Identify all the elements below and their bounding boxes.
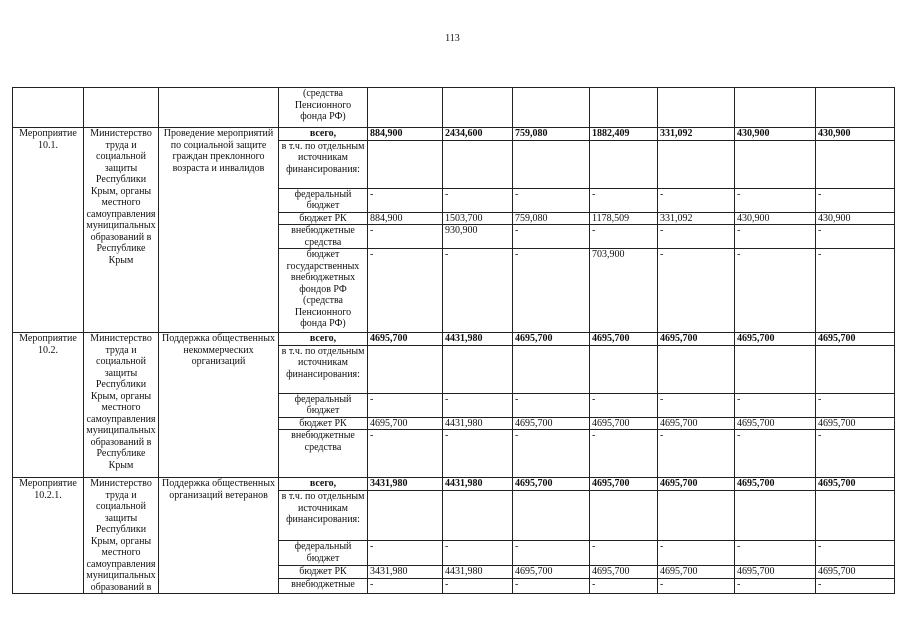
source-cell: федеральный бюджет <box>279 188 368 212</box>
value-cell: 4695,700 <box>658 333 735 346</box>
value-cell: - <box>735 393 816 417</box>
value-cell: - <box>368 579 443 594</box>
value-cell: - <box>368 541 443 566</box>
value-cell: 4695,700 <box>816 417 895 430</box>
value-cell: - <box>816 393 895 417</box>
value-cell <box>816 345 895 393</box>
value-cell: 4695,700 <box>658 566 735 579</box>
value-cell: - <box>590 430 658 478</box>
value-cell: - <box>513 579 590 594</box>
source-cell: бюджет РК <box>279 566 368 579</box>
value-cell <box>735 345 816 393</box>
value-cell <box>443 491 513 541</box>
value-cell <box>513 140 590 188</box>
measure-name-cell <box>159 88 279 128</box>
source-cell: в т.ч. по отдельным источникам финансирования: <box>279 491 368 541</box>
source-cell: всего, <box>279 478 368 491</box>
value-cell: 4695,700 <box>816 333 895 346</box>
executor-cell: Министерство труда и социальной защиты Республики Крым, органы местного самоуправления муниципальных образований в Республике Крым <box>84 128 159 333</box>
value-cell: 4695,700 <box>816 478 895 491</box>
funding-table <box>12 87 895 594</box>
value-cell: 430,900 <box>735 212 816 225</box>
value-cell: 4695,700 <box>658 417 735 430</box>
table-row <box>13 478 895 491</box>
value-cell <box>513 345 590 393</box>
value-cell: - <box>368 188 443 212</box>
value-cell: - <box>816 249 895 333</box>
value-cell: - <box>513 541 590 566</box>
value-cell: 4695,700 <box>735 333 816 346</box>
value-cell: - <box>590 393 658 417</box>
value-cell: - <box>513 225 590 249</box>
source-cell: бюджет РК <box>279 212 368 225</box>
value-cell: - <box>368 225 443 249</box>
value-cell: 4695,700 <box>816 566 895 579</box>
value-cell <box>816 491 895 541</box>
value-cell: 930,900 <box>443 225 513 249</box>
source-cell: внебюджетные <box>279 579 368 594</box>
value-cell: - <box>735 541 816 566</box>
source-cell: всего, <box>279 128 368 141</box>
value-cell <box>513 88 590 128</box>
value-cell <box>816 140 895 188</box>
page-number: 113 <box>445 33 460 44</box>
value-cell <box>590 345 658 393</box>
value-cell: 331,092 <box>658 128 735 141</box>
value-cell <box>368 345 443 393</box>
value-cell: - <box>443 188 513 212</box>
value-cell: - <box>658 393 735 417</box>
value-cell: 1503,700 <box>443 212 513 225</box>
value-cell: - <box>735 225 816 249</box>
source-cell: федеральный бюджет <box>279 393 368 417</box>
table-row <box>13 333 895 346</box>
value-cell: 4431,980 <box>443 566 513 579</box>
measure-id-cell: Мероприятие 10.1. <box>13 128 84 333</box>
value-cell: - <box>735 430 816 478</box>
value-cell: 4695,700 <box>513 333 590 346</box>
value-cell: 4695,700 <box>590 417 658 430</box>
value-cell: - <box>816 579 895 594</box>
value-cell: - <box>735 188 816 212</box>
value-cell: 4695,700 <box>368 333 443 346</box>
source-cell: федеральный бюджет <box>279 541 368 566</box>
source-cell: в т.ч. по отдельным источникам финансирования: <box>279 345 368 393</box>
value-cell <box>735 88 816 128</box>
value-cell: - <box>735 579 816 594</box>
value-cell: 759,080 <box>513 128 590 141</box>
value-cell: - <box>513 393 590 417</box>
value-cell: - <box>513 188 590 212</box>
value-cell: 430,900 <box>816 128 895 141</box>
source-cell: в т.ч. по отдельным источникам финансирования: <box>279 140 368 188</box>
value-cell: 4695,700 <box>513 566 590 579</box>
measure-name-cell: Поддержка общественных организаций ветеранов <box>159 478 279 594</box>
value-cell: 4695,700 <box>735 566 816 579</box>
value-cell <box>590 140 658 188</box>
measure-id-cell: Мероприятие 10.2.1. <box>13 478 84 594</box>
value-cell: 884,900 <box>368 128 443 141</box>
table-row <box>13 88 895 128</box>
value-cell: - <box>658 579 735 594</box>
value-cell: - <box>658 225 735 249</box>
value-cell: 4695,700 <box>368 417 443 430</box>
executor-cell: Министерство труда и социальной защиты Республики Крым, органы местного самоуправления муниципальных образований в <box>84 478 159 594</box>
value-cell <box>735 140 816 188</box>
value-cell: 3431,980 <box>368 478 443 491</box>
value-cell: - <box>443 393 513 417</box>
value-cell: 4695,700 <box>735 478 816 491</box>
value-cell: - <box>590 225 658 249</box>
measure-name-cell: Поддержка общественных некоммерческих организаций <box>159 333 279 478</box>
source-cell: внебюджетные средства <box>279 225 368 249</box>
value-cell: 2434,600 <box>443 128 513 141</box>
value-cell: - <box>590 579 658 594</box>
value-cell: 4431,980 <box>443 417 513 430</box>
value-cell <box>443 140 513 188</box>
value-cell: 4695,700 <box>658 478 735 491</box>
value-cell: - <box>368 430 443 478</box>
measure-id-cell <box>13 88 84 128</box>
value-cell: 4695,700 <box>590 478 658 491</box>
value-cell: 4695,700 <box>735 417 816 430</box>
executor-cell: Министерство труда и социальной защиты Республики Крым, органы местного самоуправления муниципальных образований в Республике Крым <box>84 333 159 478</box>
value-cell: - <box>590 541 658 566</box>
table-row <box>13 128 895 141</box>
value-cell <box>443 345 513 393</box>
value-cell <box>590 88 658 128</box>
value-cell: 331,092 <box>658 212 735 225</box>
value-cell: 4695,700 <box>513 417 590 430</box>
value-cell <box>443 88 513 128</box>
source-cell: внебюджетные средства <box>279 430 368 478</box>
value-cell: 884,900 <box>368 212 443 225</box>
value-cell: - <box>816 541 895 566</box>
value-cell: 3431,980 <box>368 566 443 579</box>
value-cell: - <box>443 541 513 566</box>
measure-name-cell: Проведение мероприятий по социальной защите граждан преклонного возраста и инвалидов <box>159 128 279 333</box>
source-cell: бюджет государственных внебюджетных фондов РФ (средства Пенсионного фонда РФ) <box>279 249 368 333</box>
executor-cell <box>84 88 159 128</box>
value-cell <box>590 491 658 541</box>
value-cell: 4431,980 <box>443 333 513 346</box>
value-cell <box>735 491 816 541</box>
value-cell: - <box>513 430 590 478</box>
value-cell: - <box>368 393 443 417</box>
value-cell: - <box>513 249 590 333</box>
value-cell: - <box>658 541 735 566</box>
value-cell: 430,900 <box>735 128 816 141</box>
value-cell: 4695,700 <box>590 333 658 346</box>
value-cell: 1178,509 <box>590 212 658 225</box>
value-cell: - <box>443 579 513 594</box>
value-cell: - <box>658 188 735 212</box>
value-cell <box>816 88 895 128</box>
value-cell: - <box>443 249 513 333</box>
value-cell: 4695,700 <box>513 478 590 491</box>
source-cell: (средства Пенсионного фонда РФ) <box>279 88 368 128</box>
value-cell: 4695,700 <box>590 566 658 579</box>
value-cell: 1882,409 <box>590 128 658 141</box>
value-cell: - <box>658 249 735 333</box>
value-cell: 759,080 <box>513 212 590 225</box>
value-cell: - <box>658 430 735 478</box>
value-cell <box>658 88 735 128</box>
value-cell <box>513 491 590 541</box>
value-cell <box>658 140 735 188</box>
value-cell <box>658 491 735 541</box>
value-cell: 4431,980 <box>443 478 513 491</box>
measure-id-cell: Мероприятие 10.2. <box>13 333 84 478</box>
value-cell: 430,900 <box>816 212 895 225</box>
source-cell: всего, <box>279 333 368 346</box>
value-cell: - <box>368 249 443 333</box>
value-cell <box>658 345 735 393</box>
value-cell: - <box>816 188 895 212</box>
value-cell: - <box>590 188 658 212</box>
value-cell <box>368 140 443 188</box>
source-cell: бюджет РК <box>279 417 368 430</box>
value-cell: - <box>735 249 816 333</box>
value-cell: 703,900 <box>590 249 658 333</box>
value-cell <box>368 491 443 541</box>
value-cell <box>368 88 443 128</box>
value-cell: - <box>816 430 895 478</box>
value-cell: - <box>443 430 513 478</box>
value-cell: - <box>816 225 895 249</box>
